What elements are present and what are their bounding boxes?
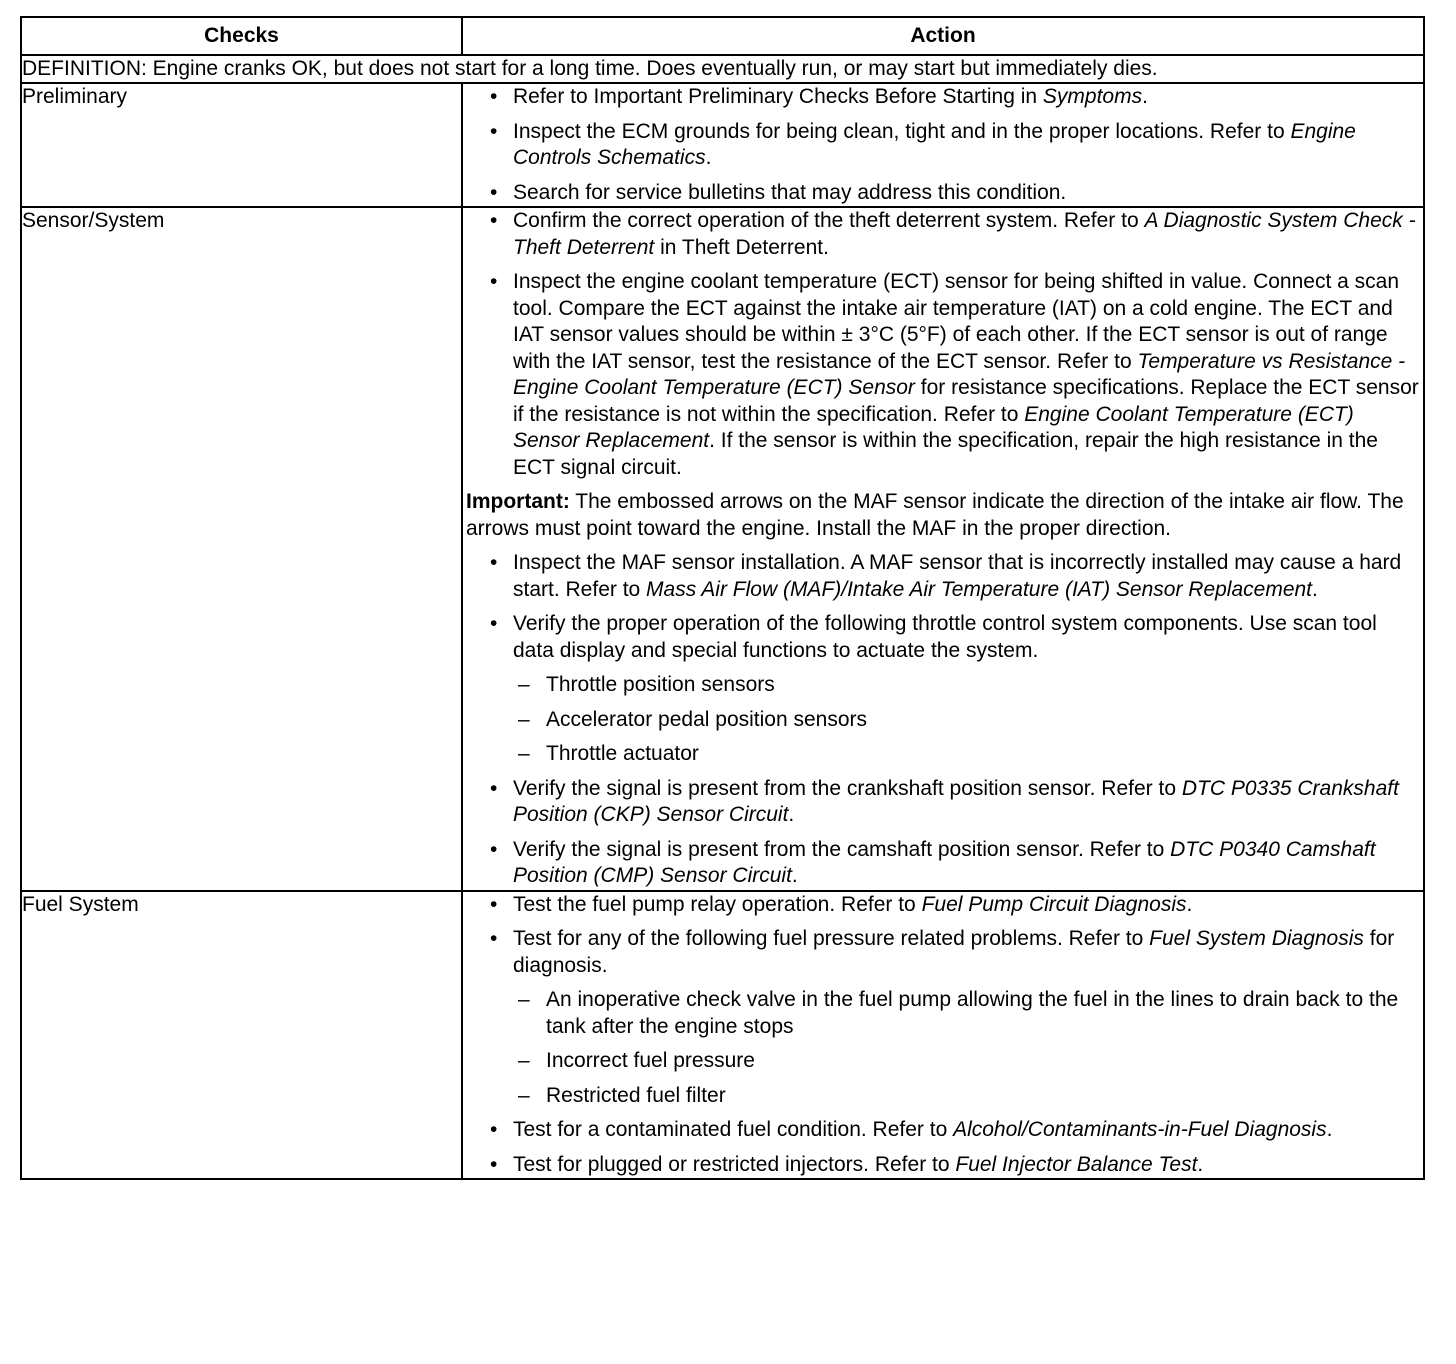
item-text-tail: . xyxy=(1312,577,1318,601)
list-item xyxy=(463,837,1423,890)
item-text: Test for plugged or restricted injectors. Refer to xyxy=(513,1152,956,1176)
sub-list xyxy=(513,987,1423,1109)
item-text: Inspect the ECM grounds for being clean, tight and in the proper locations. Refer to xyxy=(513,119,1291,143)
item-text-tail: . xyxy=(1142,85,1148,108)
action-list xyxy=(463,892,1423,1179)
dash-icon: – xyxy=(518,1049,530,1072)
bullet-icon: • xyxy=(490,927,498,950)
bullet-icon: • xyxy=(490,892,498,916)
table-row xyxy=(21,83,1424,207)
item-text: Inspect the engine coolant temperature (ECT) sensor for being shifted in value. Connect a scan tool. Compare the ECT against the intake air temperature (IAT) on a cold engine. The ECT and IAT sensor values should be within ± 3°C (5°F) of each other. If the ECT sensor is out of range with the IAT sensor, test the resistance of the ECT sensor. Refer to xyxy=(513,270,1399,373)
sub-list-item xyxy=(513,672,1423,699)
header-row xyxy=(21,17,1424,55)
item-text: Verify the signal is present from the camshaft position sensor. Refer to xyxy=(513,837,1171,861)
sub-item-text: Throttle actuator xyxy=(546,742,699,765)
list-item xyxy=(463,84,1423,111)
action-list xyxy=(463,550,1423,890)
item-text-tail: . xyxy=(1326,1118,1333,1141)
sub-list-item xyxy=(513,741,1423,768)
action-cell-sensor-system xyxy=(462,207,1424,891)
bullet-icon: • xyxy=(490,85,498,108)
sub-item-text: An inoperative check valve in the fuel pump allowing the fuel in the lines to drain back to the tank after the engine stops xyxy=(546,988,1399,1038)
list-item xyxy=(463,180,1423,207)
item-text-mid: for resistance specifications. Replace the ECT sensor if the resistance is not within the specification. Refer to xyxy=(513,376,1419,426)
bullet-icon: • xyxy=(490,1152,498,1176)
sub-item-text: Throttle position sensors xyxy=(546,673,775,696)
diagnostic-table xyxy=(20,16,1425,1180)
dash-icon: – xyxy=(518,1083,530,1107)
bullet-icon: • xyxy=(490,1118,498,1141)
reference-link[interactable]: Mass Air Flow (MAF)/Intake Air Temperature (IAT) Sensor Replacement xyxy=(646,577,1313,601)
item-text-tail: . xyxy=(1197,1152,1204,1176)
item-text-tail: . xyxy=(791,864,798,887)
item-text: Verify the signal is present from the crankshaft position sensor. Refer to xyxy=(513,776,1182,800)
item-text-tail: in Theft Deterrent. xyxy=(654,235,829,259)
list-item xyxy=(463,550,1423,603)
item-text: Test the fuel pump relay operation. Refer to xyxy=(513,892,922,916)
check-label-preliminary: Preliminary xyxy=(21,83,462,207)
list-item xyxy=(463,892,1423,919)
definition-text: DEFINITION: Engine cranks OK, but does not start for a long time. Does eventually run, or may start but immediately dies. xyxy=(21,55,1424,83)
action-header: Action xyxy=(462,17,1424,55)
list-item xyxy=(463,119,1423,172)
item-text: Test for any of the following fuel pressure related problems. Refer to xyxy=(513,927,1150,950)
reference-link[interactable]: A Diagnostic System Check - Theft Deterrent xyxy=(513,209,1416,259)
dash-icon: – xyxy=(518,988,530,1011)
reference-link[interactable]: Temperature vs Resistance - Engine Coolant Temperature (ECT) Sensor xyxy=(513,349,1406,399)
item-text: Inspect the MAF sensor installation. A MAF sensor that is incorrectly installed may cause a hard start. Refer to xyxy=(513,551,1402,601)
list-item xyxy=(463,269,1423,481)
item-text: Confirm the correct operation of the theft deterrent system. Refer to xyxy=(513,209,1145,232)
sub-list-item xyxy=(513,1048,1423,1075)
bullet-icon: • xyxy=(490,180,498,204)
definition-row xyxy=(21,55,1424,83)
reference-link[interactable]: Alcohol/Contaminants-in-Fuel Diagnosis xyxy=(953,1118,1327,1141)
list-item xyxy=(463,926,1423,1109)
dash-icon: – xyxy=(518,673,530,696)
item-text-tail: for diagnosis. xyxy=(513,927,1395,977)
important-note xyxy=(463,489,1423,542)
reference-link[interactable]: DTC P0335 Crankshaft Position (CKP) Sensor Circuit xyxy=(513,776,1399,826)
bullet-icon: • xyxy=(490,209,498,232)
bullet-icon: • xyxy=(490,270,498,293)
important-label: Important: xyxy=(466,490,570,513)
bullet-icon: • xyxy=(490,551,498,574)
sub-list-item xyxy=(513,987,1423,1040)
reference-link[interactable]: Fuel System Diagnosis xyxy=(1149,927,1364,950)
sub-list-item xyxy=(513,707,1423,734)
reference-link[interactable]: Fuel Injector Balance Test xyxy=(955,1152,1198,1176)
reference-link[interactable]: DTC P0340 Camshaft Position (CMP) Sensor Circuit xyxy=(513,837,1376,887)
action-cell-preliminary xyxy=(462,83,1424,207)
action-cell-fuel-system xyxy=(462,891,1424,1180)
sub-item-text: Incorrect fuel pressure xyxy=(546,1049,755,1072)
list-item xyxy=(463,611,1423,768)
sub-list-item xyxy=(513,1083,1423,1110)
sub-list xyxy=(513,672,1423,768)
reference-link[interactable]: Fuel Pump Circuit Diagnosis xyxy=(921,892,1187,916)
reference-link[interactable]: Engine Controls Schematics xyxy=(513,119,1356,169)
sub-item-text: Restricted fuel filter xyxy=(546,1083,726,1107)
reference-link[interactable]: Engine Coolant Temperature (ECT) Sensor Replacement xyxy=(513,402,1354,452)
list-item xyxy=(463,1117,1423,1144)
list-item xyxy=(463,1152,1423,1179)
table-row xyxy=(21,207,1424,891)
item-text-tail: . xyxy=(1186,892,1193,916)
list-item xyxy=(463,776,1423,829)
item-text: Search for service bulletins that may address this condition. xyxy=(513,180,1067,204)
dash-icon: – xyxy=(518,742,530,765)
bullet-icon: • xyxy=(490,119,498,143)
action-list xyxy=(463,84,1423,206)
bullet-icon: • xyxy=(490,776,498,800)
check-label-sensor-system: Sensor/System xyxy=(21,207,462,891)
table-row xyxy=(21,891,1424,1180)
sub-item-text: Accelerator pedal position sensors xyxy=(546,707,868,731)
bullet-icon: • xyxy=(490,612,498,635)
checks-header: Checks xyxy=(21,17,462,55)
item-text-tail: . xyxy=(788,803,795,826)
check-label-fuel-system: Fuel System xyxy=(21,891,462,1180)
bullet-icon: • xyxy=(490,837,498,861)
item-text: Refer to Important Preliminary Checks Before Starting in xyxy=(513,85,1043,108)
item-text: Test for a contaminated fuel condition. Refer to xyxy=(513,1118,954,1141)
reference-link[interactable]: Symptoms xyxy=(1042,85,1143,108)
list-item xyxy=(463,208,1423,261)
important-text: The embossed arrows on the MAF sensor indicate the direction of the intake air flow. The arrows must point toward the engine. Install the MAF in the proper direction. xyxy=(466,490,1404,540)
action-list xyxy=(463,208,1423,481)
item-text-tail: . If the sensor is within the specification, repair the high resistance in the ECT signal circuit. xyxy=(513,429,1378,479)
dash-icon: – xyxy=(518,707,530,731)
item-text: Verify the proper operation of the following throttle control system components. Use scan tool data display and special functions to actuate the system. xyxy=(513,612,1377,662)
item-text-tail: . xyxy=(705,146,712,169)
